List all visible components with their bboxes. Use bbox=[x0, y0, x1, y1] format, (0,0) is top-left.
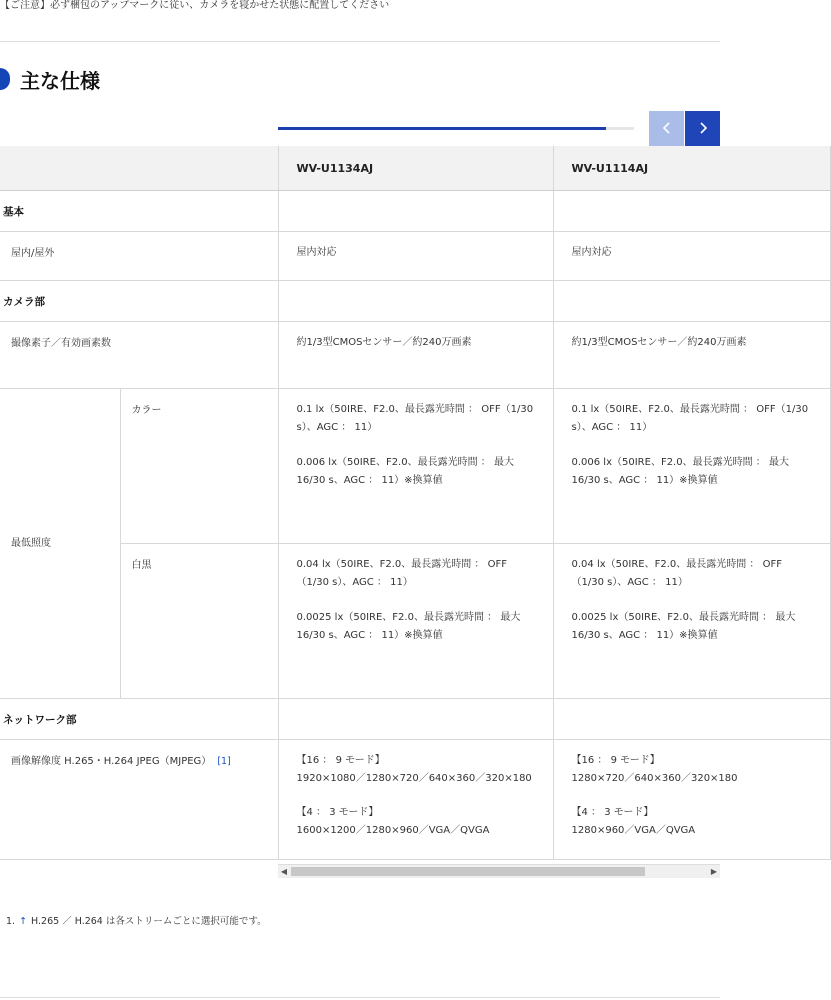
notice-text: 【ご注意】必ず梱包のアップマークに従い、カメラを寝かせた状態に配置してください bbox=[0, 0, 390, 11]
next-column-button[interactable] bbox=[685, 111, 720, 146]
divider bbox=[0, 41, 720, 42]
chevron-left-icon bbox=[661, 119, 673, 138]
spec-table bbox=[0, 146, 831, 860]
row-sublabel: 白黒 bbox=[120, 544, 278, 699]
scroll-right-icon[interactable]: ▶ bbox=[710, 867, 718, 876]
spec-value: 約1/3型CMOSセンサー／約240万画素 bbox=[553, 322, 830, 389]
spec-value: 0.1 lx（50IRE、F2.0、最長露光時間 ： OFF（1/30 s）、AGC ： 11） 0.006 lx（50IRE、F2.0、最長露光時間 ： 最大16/30 s、AGC ： 11）※換算値 bbox=[553, 389, 830, 544]
table-header-row bbox=[0, 146, 830, 191]
category-label: カメラ部 bbox=[0, 281, 278, 322]
scrollbar-thumb[interactable] bbox=[291, 867, 645, 876]
footnote-link[interactable]: [1] bbox=[217, 756, 231, 767]
spec-value: 【16 ： 9 モード】 1280×720／640×360／320×180 【4 ： 3 モード】 1280×960／VGA／QVGA bbox=[553, 740, 830, 860]
spec-value: 約1/3型CMOSセンサー／約240万画素 bbox=[278, 322, 553, 389]
table-row bbox=[0, 322, 830, 389]
row-label: 画像解像度 H.265・H.264 JPEG（MJPEG） [1] bbox=[0, 740, 278, 860]
row-sublabel: カラー bbox=[120, 389, 278, 544]
footnote: 1. ↑ H.265 ／ H.264 は各ストリームごとに選択可能です。 bbox=[6, 916, 267, 927]
prev-column-button[interactable] bbox=[649, 111, 684, 146]
category-label: ネットワーク部 bbox=[0, 699, 278, 740]
row-label: 屋内/屋外 bbox=[0, 232, 278, 281]
scroll-progress-fill bbox=[278, 127, 606, 130]
model-header: WV-U1134AJ bbox=[278, 146, 553, 191]
spec-value: 0.04 lx（50IRE、F2.0、最長露光時間 ： OFF（1/30 s）、AGC ： 11） 0.0025 lx（50IRE、F2.0、最長露光時間 ： 最大16/30 s、AGC ： 11）※換算値 bbox=[278, 544, 553, 699]
spec-value: 屋内対応 bbox=[553, 232, 830, 281]
category-row bbox=[0, 281, 830, 322]
spec-value: 屋内対応 bbox=[278, 232, 553, 281]
spec-table-container[interactable] bbox=[0, 146, 809, 864]
divider bbox=[0, 997, 720, 998]
header-blank-cell bbox=[0, 146, 278, 191]
back-to-ref-link[interactable]: ↑ bbox=[19, 916, 28, 927]
row-label: 撮像素子／有効画素数 bbox=[0, 322, 278, 389]
table-row bbox=[0, 389, 830, 544]
scroll-progress-bar bbox=[278, 127, 634, 130]
row-label: 最低照度 bbox=[0, 389, 120, 699]
chevron-right-icon bbox=[697, 119, 709, 138]
table-row bbox=[0, 232, 830, 281]
spec-value: 【16 ： 9 モード】 1920×1080／1280×720／640×360／320×180 【4 ： 3 モード】 1600×1200／1280×960／VGA／QVGA bbox=[278, 740, 553, 860]
page-title: 主な仕様 bbox=[20, 68, 100, 93]
model-header: WV-U1114AJ bbox=[553, 146, 830, 191]
heading-bullet bbox=[0, 68, 10, 90]
category-label: 基本 bbox=[0, 191, 278, 232]
table-row bbox=[0, 544, 830, 699]
table-row bbox=[0, 740, 830, 860]
horizontal-scrollbar[interactable] bbox=[278, 864, 720, 878]
spec-value: 0.04 lx（50IRE、F2.0、最長露光時間 ： OFF（1/30 s）、AGC ： 11） 0.0025 lx（50IRE、F2.0、最長露光時間 ： 最大16/30 s、AGC ： 11）※換算値 bbox=[553, 544, 830, 699]
category-row bbox=[0, 699, 830, 740]
category-row bbox=[0, 191, 830, 232]
spec-value: 0.1 lx（50IRE、F2.0、最長露光時間 ： OFF（1/30 s）、AGC ： 11） 0.006 lx（50IRE、F2.0、最長露光時間 ： 最大16/30 s、AGC ： 11）※換算値 bbox=[278, 389, 553, 544]
section-heading bbox=[0, 64, 100, 94]
scroll-left-icon[interactable]: ◀ bbox=[280, 867, 288, 876]
